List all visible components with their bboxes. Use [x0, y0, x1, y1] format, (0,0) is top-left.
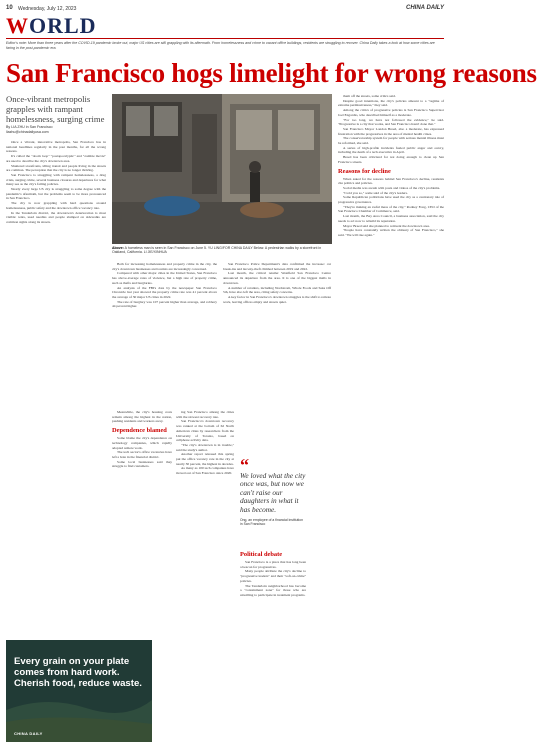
paragraph: An analysis of the FBI's data by the newspaper San Francisco Chronicle last year showed the property crime rate was 41 percent above the average of 30 major US cities in 2022.: [112, 285, 217, 299]
paragraph: Some Republican politicians have used the city as a cautionary tale of progressive governance.: [338, 195, 444, 205]
byline: By LIA ZHU in San Francisco liazhu@chinadailyusa.com: [6, 125, 53, 134]
subhead-reasons: Reasons for decline: [338, 167, 391, 175]
paragraph: Last month, the Bay Area Council, a business association, said the city needs to act now to rebuild its reputation.: [338, 214, 444, 223]
paragraph: Another report released this spring put the office vacancy rate in the city at nearly 30 percent, the highest in decades.: [176, 452, 234, 466]
section-title: WORLD: [6, 13, 97, 38]
paragraph: "For too long, we have not followed the evidence," he said. "Progressive is a city that works, and San Francisco hasn't done that.": [338, 117, 444, 127]
pull-quote-attribution: Ong, an employee of a financial institution in San Francisco: [240, 518, 303, 527]
public-service-ad: [6, 640, 152, 742]
paragraph: Despite good intentions, the city's policies amount to a "regime of extreme permissiveness," they said.: [338, 98, 444, 108]
brand-logo: CHINA DAILY: [406, 5, 444, 11]
paragraph: San Francisco Mayor London Breed, also a moderate, has expressed frustration with the progressives in the area of mental health crises.: [338, 126, 444, 136]
editors-note: Editor's note: More than three years after the COVID-19 pandemic broke out, major US cities are still grappling with its aftermath. From homelessness and crime to vacant office buildings, residents are struggling to recover. China Daily takes a look at how some cities are faring in the post-pandemic era.: [6, 41, 435, 50]
paragraph: Shuttered storefronts, idling transit and people living in the streets are common. The perception that the city is no longer thriving.: [6, 163, 106, 173]
paragraph: San Francisco is struggling with rampant homelessness, a drug crisis, surging crime, several business closures and departures for what many see as the city's failing policies.: [6, 172, 106, 187]
paragraph: A key factor in San Francisco's downtown struggles is the shift to remote work, leaving offices empty and streets quiet.: [223, 294, 331, 304]
paragraph: In the Tenderloin district, the downtown's deterioration is most visible: tents, used needles and people slumped on sidewalks are common sights along its streets.: [6, 210, 106, 224]
paragraph: Mayor Breed said she planned to reinvent the downtown area.: [343, 223, 430, 228]
paragraph: Breed has been criticized for not doing enough to clean up San Francisco streets.: [338, 155, 444, 164]
column-2-top: [112, 262, 217, 309]
paragraph: ing San Francisco among the cities with the slowest recovery rate.: [176, 410, 234, 419]
paragraph: Once a vibrant, innovative metropolis, San Francisco has in national headlines regularly in the past months, for all the wrong reasons.: [6, 140, 106, 154]
news-photo: [112, 94, 332, 244]
paragraph: San Francisco Police Department's data confirmed the increase: car break-ins and larceny-theft climbed between 2019 and 2022.: [223, 262, 331, 271]
subhead-dependence: Dependence blamed: [112, 427, 167, 435]
deck: Once-vibrant metropolis grapples with rampant homelessness, surging crime: [6, 94, 105, 124]
pull-quote: [240, 455, 306, 527]
photo-caption: [112, 246, 332, 255]
paragraph: The conservatorship system for people with serious mental illness must be reformed, she said.: [338, 136, 444, 146]
section-header: [6, 14, 444, 39]
paragraph: Some local businesses said they struggle to find customers.: [112, 459, 172, 469]
ad-text: Every grain on your plate comes from hard work. Cherish food, reduce waste.: [14, 656, 142, 689]
column-3-top: [223, 262, 331, 304]
column-3-bottom: [176, 410, 234, 476]
paragraph: Both for increasing homelessness and property crime in the city, the city's downtown businesses and tourists are increasingly concerned.: [112, 262, 217, 271]
quote-mark-icon: “: [240, 455, 249, 475]
paragraph: A series of high-profile incidents fueled public anger and outcry, including the death of a tech executive in April.: [338, 145, 444, 155]
paragraph: It's called the "doom loop" "postapocalyptic" and "zombie movie" are used to describe the city's downtown area.: [6, 154, 106, 163]
street-scene-image: [112, 94, 332, 244]
paragraph: A number of retailers, including Nordstrom, Whole Foods and Saks Off 5th, have also left the area, citing safety concerns.: [223, 285, 331, 295]
paragraph: Among the critics of progressive policies is San Francisco Supervisor Joel Engardio, who described himself as a moderate.: [338, 108, 444, 117]
paragraph: As many as 100 tech companies have moved out of San Francisco since 2020.: [176, 466, 234, 476]
column-5: [338, 94, 444, 742]
paragraph: The rate of burglary was 107 percent higher than average, and robbery 44 percent higher.: [112, 299, 217, 309]
paragraph: Last month, the critical retailer Westfield San Francisco Centre announced its departure from the area. It is one of the biggest malls in downtown.: [223, 271, 331, 285]
caption-text: A homeless man is seen in San Francisco on June 5. YU LING/FOR CHINA DAILY Below: A pedestrian walks by a storefront in Oakland, California. LI JIE/XINHUA: [112, 246, 322, 255]
paragraph: San Francisco's downtown recovery was ranked at the bottom of 62 North American cities by researchers from the University of Toronto, based on cellphone activity data.: [176, 419, 234, 443]
column-4-bottom: [240, 548, 306, 598]
page-number: 10: [6, 5, 13, 11]
issue-date: Wednesday, July 12, 2023: [18, 6, 77, 12]
paragraph: The city is now grappling with hard questions around homelessness, public safety and the downtown office vacancy rate.: [6, 201, 106, 210]
pull-quote-text: We loved what the city once was, but now we can't raise our daughters in what it has become.: [240, 471, 306, 514]
paragraph: Many people attribute the city's decline to "progressive leaders" and their "soft-on-crime" policies.: [240, 569, 306, 583]
paragraph: San Francisco is a place that has long been a beacon for progressives.: [240, 560, 306, 569]
paragraph: The tech sector's office vacancies have left a hole in the financial district.: [112, 450, 172, 459]
paragraph: Social media was awash with posts and videos of the city's problems.: [343, 185, 441, 190]
paragraph: When asked for the reasons behind San Francisco's decline, residents cite politics and policies.: [338, 176, 444, 186]
paragraph: The Tenderloin neighborhood has become a "containment zone" for those who are unwilling to participate in treatment programs.: [240, 583, 306, 597]
paragraph: Meanwhile, the city's housing costs remain among the highest in the nation, pushing residents and workers away.: [112, 410, 172, 424]
paragraph: "The city's downtown is in trouble," said the study's author.: [176, 442, 234, 452]
paragraph: "People have constantly written the obituary of San Francisco," she said. "We will rise again.": [338, 228, 444, 237]
caption-label: Above:: [112, 246, 124, 250]
ad-logo: CHINA DAILY: [14, 731, 43, 736]
paragraph: "I told you so," some said of the city's leaders.: [343, 190, 408, 195]
paragraph: Compared with other major cities in the United States, San Francisco has above-average rates of violence, but a high rate of property crime, such as thefts and burglaries.: [112, 271, 217, 285]
paragraph: them off the streets, some critics said.: [343, 94, 396, 98]
paragraph: "They're making an awful mess of the city," Rodney Fong, CEO of the San Francisco Chamber of Commerce, said.: [338, 204, 444, 214]
column-2-bottom: [112, 410, 172, 469]
paragraph: Some blame the city's dependence on technology companies, which rapidly adopted remote work.: [112, 436, 172, 450]
headline: San Francisco hogs limelight for wrong reasons: [6, 58, 537, 88]
paragraph: Nearly every large US city is struggling to some degree with the pandemic's aftermath, but the problems seem to be more pronounced in San Francisco.: [6, 187, 106, 201]
subhead-political-debate: Political debate: [240, 551, 283, 558]
